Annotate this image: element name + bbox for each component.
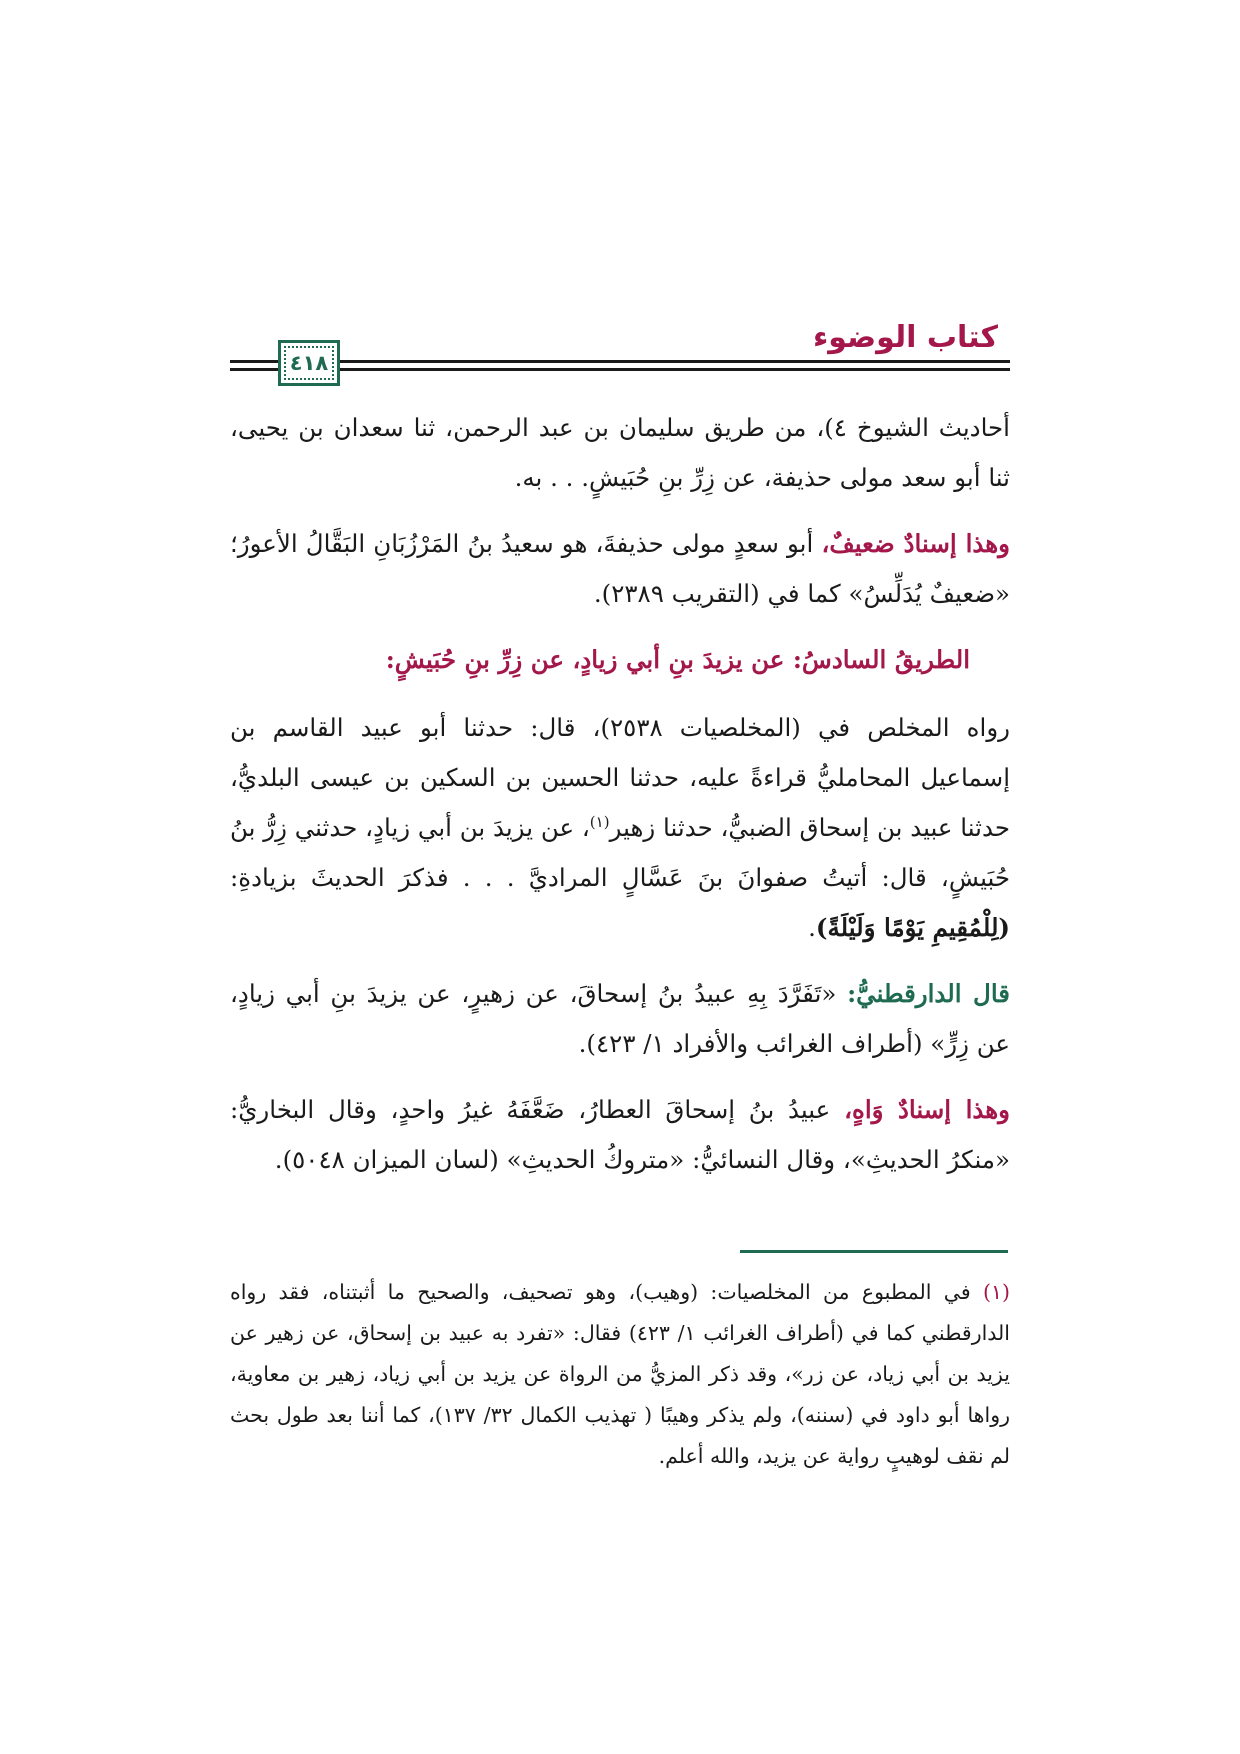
header-rule-left-bottom bbox=[230, 368, 278, 371]
main-text bbox=[230, 403, 1010, 1201]
paragraph-3-emphasis: (لِلْمُقِيمِ يَوْمًا وَلَيْلَةً) bbox=[815, 913, 1010, 942]
footnote-text: في المطبوع من المخلصيات: (وهيب)، وهو تصحيف، والصحيح ما أثبتناه، فقد رواه الدارقطني كما في (أطراف الغرائب ١/ ٤٢٣) فقال: «تفرد به عبيد بن إسحاق، عن زهير عن يزيد بن أبي زياد، عن زر»، وقد ذكر المزيُّ من الرواة عن يزيد بن أبي زياد، زهير بن معاوية، رواها أبو داود في (سننه)، ولم يذكر وهيبًا ( تهذيب الكمال ٣٢/ ١٣٧)، كما أننا بعد طول بحث لم نقف لوهيبٍ رواية عن يزيد، والله أعلم. bbox=[230, 1280, 1010, 1468]
header-rule-top bbox=[340, 360, 1010, 363]
paragraph-4-text: «تَفَرَّدَ بِهِ عبيدُ بنُ إسحاقَ، عن زهيرٍ، عن يزيدَ بنِ أبي زيادٍ، عن زِرٍّ» (أطراف الغرائب والأفراد ١/ ٤٢٣). bbox=[230, 979, 1010, 1058]
paragraph-2 bbox=[230, 519, 1010, 619]
paragraph-4 bbox=[230, 969, 1010, 1069]
page-number-badge bbox=[278, 340, 340, 386]
book-title: كتاب الوضوء bbox=[812, 320, 998, 355]
paragraph-5 bbox=[230, 1085, 1010, 1185]
paragraph-1 bbox=[230, 403, 1010, 503]
paragraph-3-end: . bbox=[808, 913, 816, 942]
page-header bbox=[230, 312, 1010, 392]
paragraph-1-text: أحاديث الشيوخ ٤)، من طريق سليمان بن عبد الرحمن، ثنا سعدان بن يحيى، ثنا أبو سعد مولى حذيفة، عن زِرِّ بنِ حُبَيشٍ. . . به. bbox=[230, 413, 1010, 492]
footnote-reference[interactable]: (١) bbox=[589, 812, 610, 831]
footnote bbox=[230, 1272, 1010, 1477]
footnote-separator bbox=[740, 1250, 1008, 1253]
footnote-number: (١) bbox=[982, 1280, 1010, 1304]
paragraph-3 bbox=[230, 703, 1010, 953]
paragraph-4-lead: قال الدارقطنيُّ: bbox=[847, 979, 1011, 1008]
paragraph-3-text-b: ، عن يزيدَ بن أبي زيادٍ، حدثني زِرُّ بنُ حُبَيشٍ، قال: أتيتُ صفوانَ بنَ عَسَّالٍ المراديَّ . . . فذكرَ الحديثَ بزيادةِ: bbox=[230, 813, 1010, 892]
paragraph-2-lead: وهذا إسنادٌ ضعيفٌ، bbox=[821, 529, 1010, 558]
section-heading: الطريقُ السادسُ: عن يزيدَ بنِ أبي زيادٍ، عن زِرِّ بنِ حُبَيشٍ: bbox=[385, 645, 970, 674]
header-rule-left-top bbox=[230, 360, 278, 363]
page-number: ٤١٨ bbox=[284, 346, 334, 380]
paragraph-2-text: أبو سعدٍ مولى حذيفةَ، هو سعيدُ بنُ المَرْزُبَانِ البَقَّالُ الأعورُ؛ «ضعيفٌ يُدَلِّسُ» كما في (التقريب ٢٣٨٩). bbox=[230, 529, 1010, 608]
paragraph-5-lead: وهذا إسنادٌ وَاهٍ، bbox=[844, 1095, 1010, 1124]
header-rule-bottom bbox=[340, 368, 1010, 371]
paragraph-5-text: عبيدُ بنُ إسحاقَ العطارُ، ضَعَّفَهُ غيرُ واحدٍ، وقال البخاريُّ: «منكرُ الحديثِ»، وقال النسائيُّ: «متروكُ الحديثِ» (لسان الميزان ٥٠٤٨). bbox=[230, 1095, 1010, 1174]
paragraph-3-text-a: رواه المخلص في (المخلصيات ٢٥٣٨)، قال: حدثنا أبو عبيد القاسم بن إسماعيل المحامليُّ قراءةً عليه، حدثنا الحسين بن السكين بن عيسى البلديُّ، حدثنا عبيد بن إسحاق الضبيُّ، حدثنا زهير bbox=[230, 713, 1010, 842]
